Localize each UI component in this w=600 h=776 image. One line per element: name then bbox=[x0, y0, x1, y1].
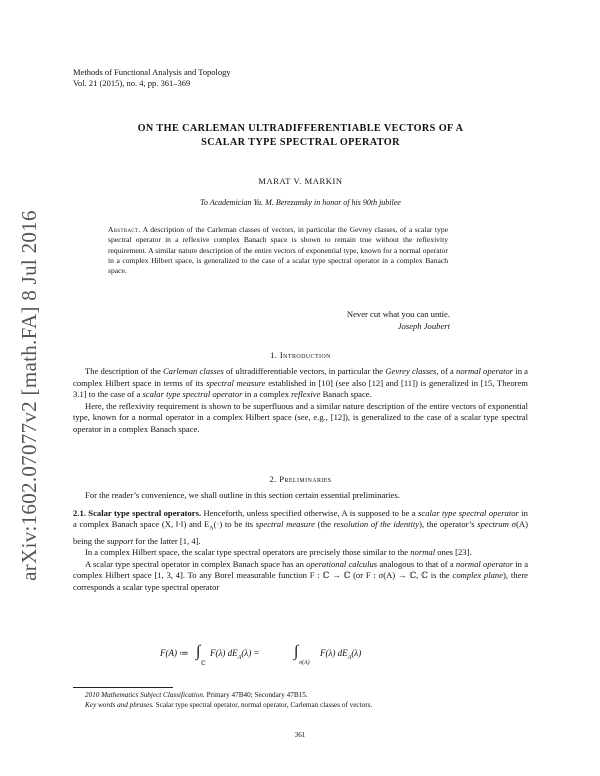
dedication: To Academician Yu. M. Berezansky in honor of his 90th jubilee bbox=[200, 198, 401, 207]
text-run: analogous to that of a bbox=[377, 558, 456, 569]
integral-sign: ∫ bbox=[196, 643, 201, 660]
section-heading-preliminaries: 2. Preliminaries bbox=[269, 474, 332, 484]
title-line-1: ON THE CARLEMAN ULTRADIFFERENTIABLE VECTORS OF A bbox=[137, 123, 464, 134]
abstract-text: A description of the Carleman classes of vectors, in particular the Gevrey classes, of a scalar type spectral operator in a reflexive complex Banach space is shown to remain true without the reflexivity requirement. A similar nature description of the entire vectors of exponential type, known for a normal operator in a complex Hilbert space, is generalized to the case of a scalar type spectral operator in a complex Banach space. bbox=[108, 225, 448, 276]
prelim-paragraph-1: For the reader’s convenience, we shall outline in this section certain essential preliminaries. bbox=[85, 490, 400, 500]
title-line-2: SCALAR TYPE SPECTRAL OPERATOR bbox=[201, 137, 400, 148]
subscript-a: A bbox=[209, 525, 214, 532]
text-run: In a complex Hilbert space, the scalar type spectral operators are precisely those similar to the bbox=[85, 547, 411, 558]
term-normal: normal bbox=[410, 547, 436, 558]
epigraph-quote: Never cut what you can untie. bbox=[346, 309, 450, 319]
abstract-label: Abstract. bbox=[108, 225, 141, 234]
text-run: ones [23]. bbox=[435, 547, 472, 558]
text-run: (λ) = bbox=[241, 648, 260, 658]
text-run: of ultradifferentiable vectors, in particular the bbox=[223, 366, 386, 376]
display-formula bbox=[150, 645, 470, 671]
footnote-rule bbox=[73, 687, 173, 688]
integral-sign: ∫ bbox=[294, 643, 299, 660]
text-run: Banach space. bbox=[320, 389, 372, 400]
integral-lower-limit-spectrum: σ(A) bbox=[299, 660, 310, 666]
keywords-footnote bbox=[73, 700, 528, 710]
text-run: The description of the bbox=[85, 366, 163, 376]
journal-name: Methods of Functional Analysis and Topology bbox=[73, 67, 231, 77]
subsection-heading: 2.1. Scalar type spectral operators. bbox=[73, 507, 202, 518]
text-run: ), there corresponds a scalar type spectral operator bbox=[73, 570, 528, 592]
footnotes bbox=[73, 690, 528, 710]
subsection-2-1 bbox=[73, 508, 528, 548]
section-heading-introduction: 1. Introduction bbox=[270, 350, 331, 360]
formula-lhs: F(A) ≔ bbox=[160, 648, 189, 658]
formula-rhs bbox=[320, 648, 361, 661]
prelim-paragraph-3 bbox=[73, 559, 528, 594]
epigraph bbox=[347, 308, 450, 332]
term-operational-calculus: operational calculus bbox=[306, 558, 378, 569]
formula-middle bbox=[210, 648, 260, 661]
text-run: (λ) bbox=[351, 648, 362, 658]
term-support: support bbox=[106, 535, 134, 546]
term-normal-operator: normal operator bbox=[456, 366, 514, 376]
keywords-text: Scalar type spectral operator, normal operator, Carleman classes of vectors. bbox=[153, 701, 373, 709]
term-scalar-type-spectral-operator: scalar type spectral operator bbox=[142, 389, 243, 400]
text-run: F(λ) dE bbox=[320, 648, 348, 658]
abstract bbox=[108, 225, 448, 276]
msc-text: Primary 47B40; Secondary 47B15. bbox=[204, 691, 308, 699]
arxiv-sidebar bbox=[14, 190, 44, 600]
intro-paragraph-2: Here, the reflexivity requirement is shown to be superfluous and a similar nature description of the entire vectors of exponential type, known for a normal operator in a complex Hilbert space (see, e.g., [12]), is generalized to the case of a scalar type spectral operator in a complex Banach space. bbox=[73, 400, 528, 434]
msc-footnote bbox=[73, 690, 528, 700]
preliminaries-body bbox=[73, 490, 528, 593]
text-run: (the bbox=[314, 519, 334, 530]
text-run: for the latter [1, 4]. bbox=[133, 535, 201, 546]
paper-title bbox=[73, 122, 528, 150]
text-run: , of a bbox=[436, 366, 457, 376]
term-scalar-type-spectral-operator: scalar type spectral operator bbox=[418, 507, 519, 518]
term-spectral-measure: spectral measure bbox=[255, 519, 315, 530]
term-normal-operator: normal operator bbox=[455, 558, 514, 569]
author-name: MARAT V. MARKIN bbox=[258, 176, 343, 186]
subscript-a: A bbox=[347, 654, 352, 661]
introduction-body bbox=[73, 366, 528, 436]
integral-lower-limit-c: ℂ bbox=[201, 661, 206, 667]
text-run: (·) to be its bbox=[213, 519, 256, 530]
text-run: Henceforth, unless specified otherwise, A is supposed to be a bbox=[201, 507, 419, 518]
msc-label: 2010 Mathematics Subject Classification. bbox=[85, 691, 205, 699]
text-run: in a complex bbox=[242, 389, 292, 400]
text-run: in a complex Hilbert space in terms of its bbox=[73, 366, 528, 388]
text-run: established in [10] (see also [12] and [11]) is generalized in [15, Theorem 3.1] to the case of a bbox=[73, 377, 528, 400]
journal-info bbox=[73, 67, 528, 89]
text-run: in a complex Hilbert space [1, 3, 4]. To any Borel measurable function F : ℂ → ℂ (or F : σ(A) → ℂ, ℂ is the bbox=[73, 558, 529, 581]
intro-paragraph-1 bbox=[73, 366, 528, 401]
term-reflexive: reflexive bbox=[291, 389, 321, 400]
text-run: ), the operator’s bbox=[419, 519, 478, 530]
text-run: σ(A) being the bbox=[73, 519, 529, 546]
term-spectral-measure: spectral measure bbox=[206, 377, 266, 388]
term-resolution-of-identity: resolution of the identity bbox=[333, 519, 420, 530]
journal-volume: Vol. 21 (2015), no. 4, pp. 361–369 bbox=[73, 78, 191, 88]
prelim-paragraph-2 bbox=[73, 547, 528, 559]
text-run: in a complex Banach space (X, ‖·‖) and E bbox=[73, 507, 528, 530]
term-spectrum: spectrum bbox=[477, 519, 509, 530]
arxiv-identifier: arXiv:1602.07077v2 [math.FA] 8 Jul 2016 bbox=[16, 209, 41, 581]
term-carleman-classes: Carleman classes bbox=[162, 366, 224, 376]
epigraph-author: Joseph Joubert bbox=[397, 321, 450, 331]
page-number: 361 bbox=[294, 731, 306, 739]
keywords-label: Key words and phrases. bbox=[85, 701, 154, 709]
subscript-a: A bbox=[237, 654, 242, 661]
text-run: A scalar type spectral operator in complex Banach space has an bbox=[85, 558, 307, 569]
term-gevrey-classes: Gevrey classes bbox=[385, 366, 437, 376]
text-run: F(λ) dE bbox=[210, 648, 238, 658]
term-complex-plane: complex plane bbox=[452, 570, 504, 581]
